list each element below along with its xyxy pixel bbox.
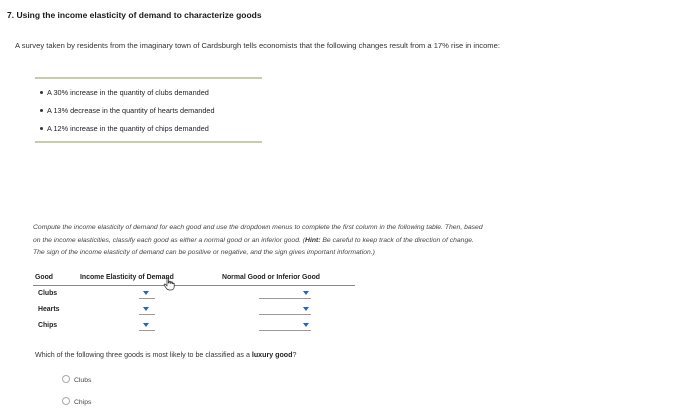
luxury-question: Which of the following three goods is most likely to be classified as a luxury good? [35, 351, 297, 359]
header-income-elasticity: Income Elasticity of Demand [80, 274, 174, 281]
chevron-down-icon [143, 291, 149, 295]
bullet-icon [40, 91, 43, 94]
elasticity-dropdown-clubs[interactable] [139, 289, 155, 299]
radio-icon[interactable] [62, 397, 70, 405]
hand-cursor-icon [163, 277, 175, 291]
header-normal-inferior: Normal Good or Inferior Good [222, 274, 320, 281]
instructions-line-1: Compute the income elasticity of demand for each good and use the dropdown menus to complete the first column in the following table. Then, based [33, 224, 483, 231]
list-item: A 30% increase in the quantity of clubs demanded [40, 88, 209, 97]
changes-bottom-rule [35, 141, 262, 143]
changes-top-rule [35, 77, 262, 79]
chevron-down-icon [303, 323, 309, 327]
table-row-good-chips: Chips [38, 322, 58, 329]
radio-icon[interactable] [62, 375, 70, 383]
table-row-good-hearts: Hearts [38, 306, 60, 313]
chevron-down-icon [303, 291, 309, 295]
bullet-icon [40, 109, 43, 112]
instructions-line-3: The sign of the income elasticity of demand can be positive or negative, and the sign gives important information.) [33, 249, 375, 256]
classification-dropdown-chips[interactable] [259, 321, 311, 331]
list-item: A 13% decrease in the quantity of hearts demanded [40, 106, 215, 115]
chevron-down-icon [143, 323, 149, 327]
elasticity-dropdown-chips[interactable] [139, 321, 155, 331]
list-item: A 12% increase in the quantity of chips demanded [40, 124, 209, 133]
luxury-good-term: luxury good [251, 351, 293, 359]
chevron-down-icon [303, 307, 309, 311]
instructions [33, 222, 653, 260]
instructions-line-2: on the income elasticities, classify each good as either a normal good or an inferior good. (Hint: Be careful to keep track of the direction of change. [33, 236, 474, 244]
header-good: Good [35, 274, 53, 281]
elasticity-dropdown-hearts[interactable] [139, 305, 155, 315]
table-header-rule [33, 285, 355, 286]
bullet-icon [40, 127, 43, 130]
option-clubs[interactable]: Clubs [62, 376, 91, 384]
option-chips[interactable]: Chips [62, 398, 91, 406]
hint-label: Hint: [305, 236, 321, 244]
question-title: 7. Using the income elasticity of demand to characterize goods [7, 10, 262, 20]
classification-dropdown-clubs[interactable] [259, 289, 311, 299]
classification-dropdown-hearts[interactable] [259, 305, 311, 315]
table-row-good-clubs: Clubs [38, 290, 58, 297]
chevron-down-icon [143, 307, 149, 311]
survey-text: A survey taken by residents from the imaginary town of Cardsburgh tells economists that the following changes result from a 17% rise in income: [15, 41, 500, 50]
